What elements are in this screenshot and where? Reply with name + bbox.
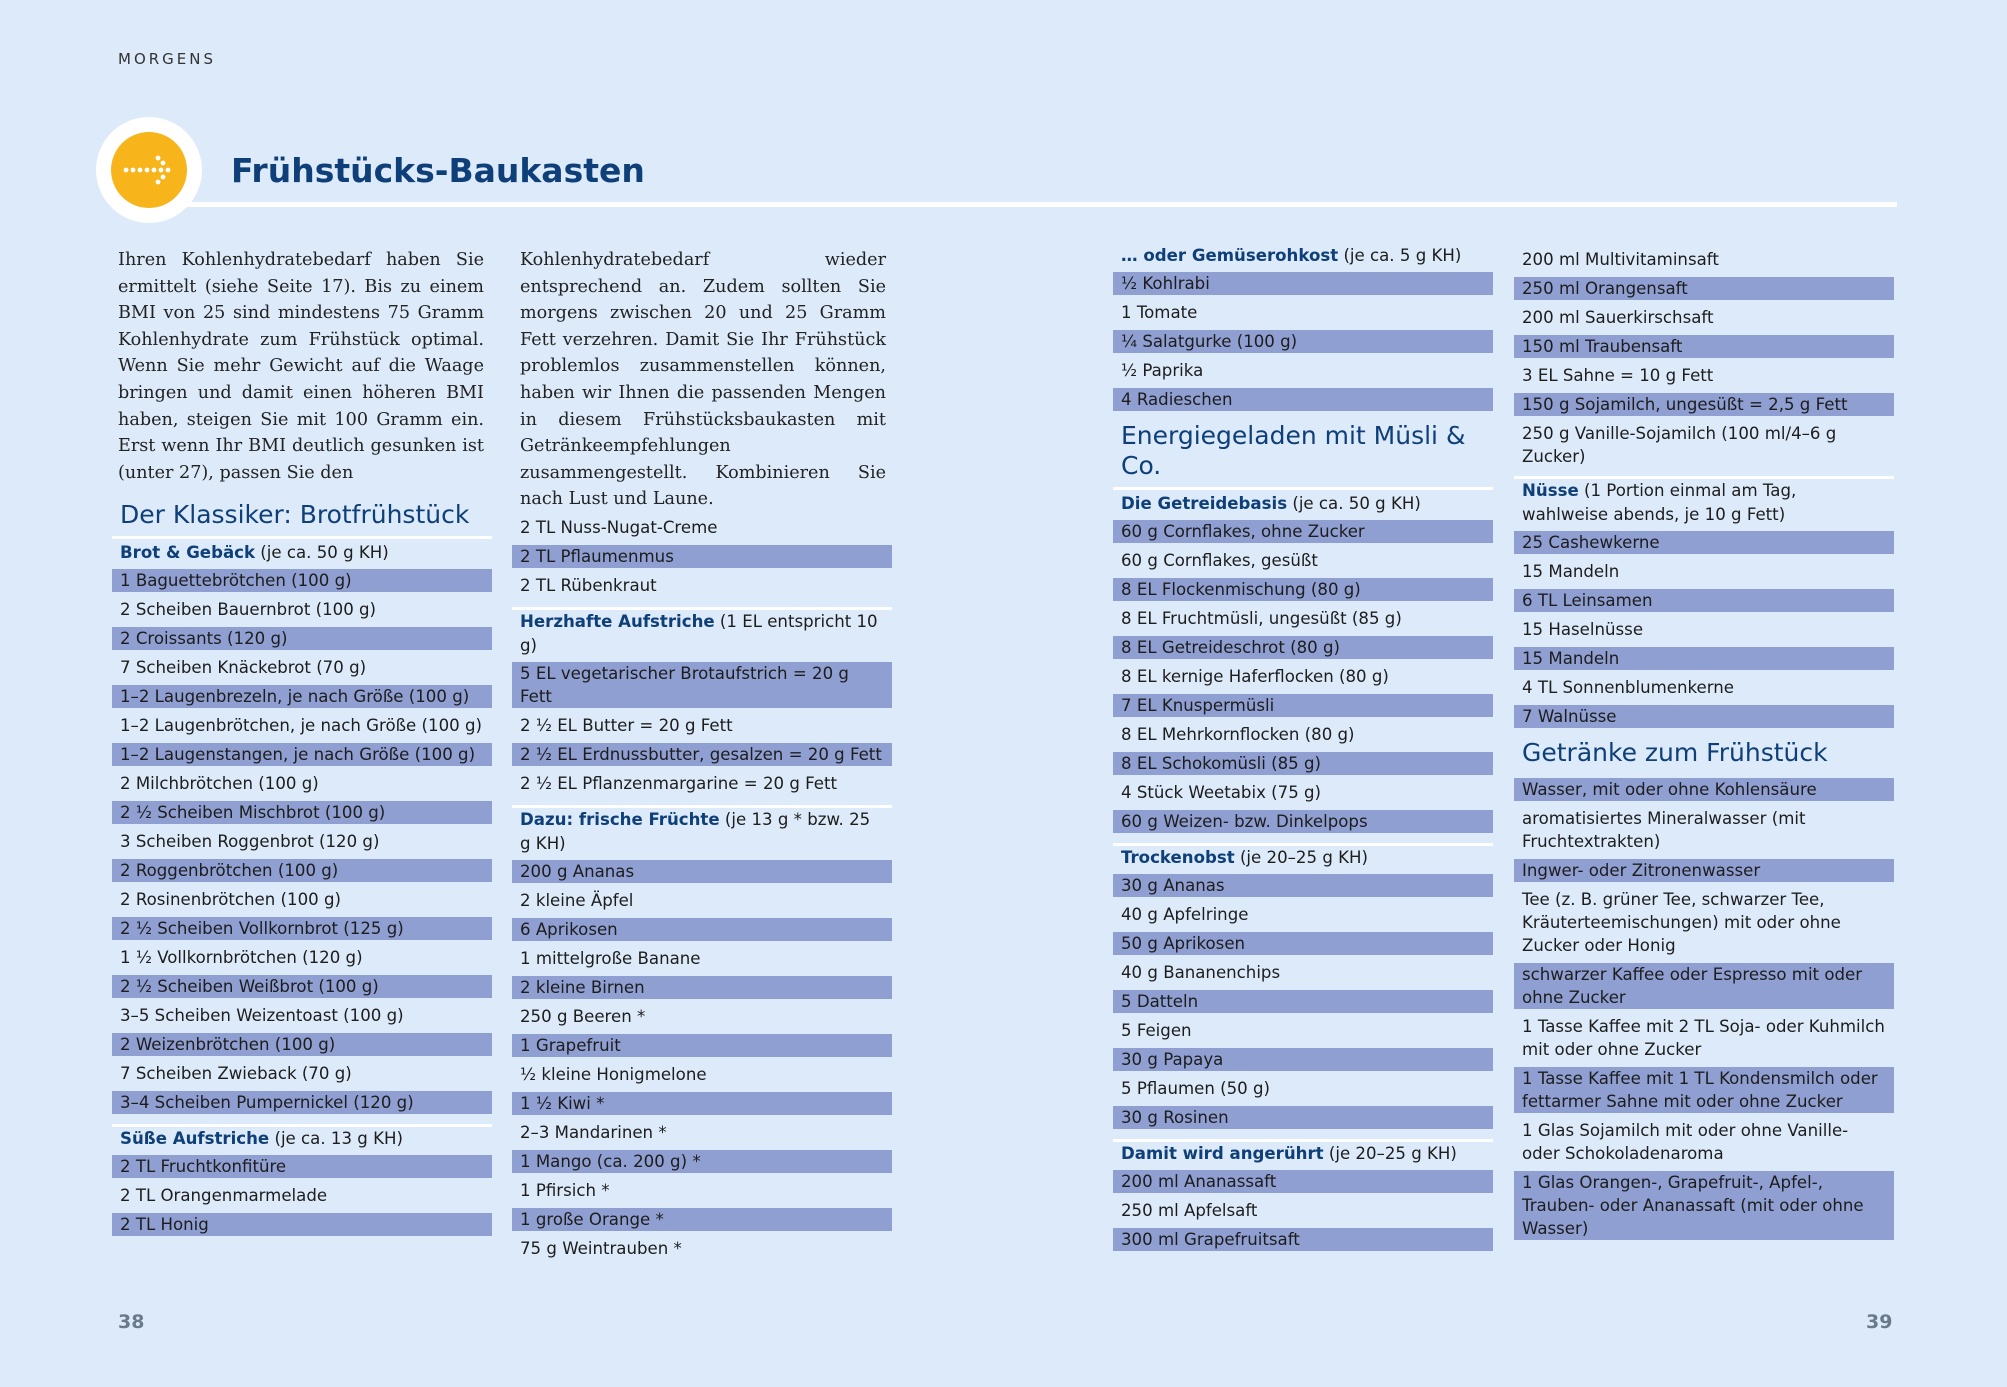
list-item: ½ Paprika: [1121, 361, 1204, 380]
subheading-title: … oder Gemüserohkost: [1121, 246, 1339, 265]
subheading-title: Süße Aufstriche: [120, 1129, 270, 1148]
list-item: 200 ml Sauerkirschsaft: [1522, 308, 1714, 327]
subheading-title: Trockenobst: [1121, 848, 1235, 867]
subheading-note: (1 Portion einmal am Tag, wahlweise abends, je 10 g Fett): [1522, 481, 1797, 524]
item-list: [1514, 244, 1894, 468]
list-item: 15 Haselnüsse: [1522, 620, 1644, 639]
list-item: 5 EL vegetarischer Brotaufstrich = 20 g Fett: [512, 662, 892, 708]
list-item: 1 Glas Sojamilch mit oder ohne Vanille- oder Schokoladenaroma: [1522, 1121, 1849, 1163]
list-item: 2 ½ EL Pflanzenmargarine = 20 g Fett: [520, 774, 838, 793]
subheading-note: (je ca. 50 g KH): [1287, 494, 1421, 513]
list-item: 3–4 Scheiben Pumpernickel (120 g): [112, 1091, 492, 1114]
list-item: 1 Tasse Kaffee mit 2 TL Soja- oder Kuhmilch mit oder ohne Zucker: [1522, 1017, 1885, 1059]
section-heading-bread: Der Klassiker: Brotfrühstück: [112, 496, 492, 539]
list-item: 1 Mango (ca. 200 g) *: [512, 1150, 892, 1173]
item-list: [1113, 870, 1493, 1129]
list-item: 40 g Bananenchips: [1121, 963, 1281, 982]
subheading-savory: [512, 607, 892, 658]
list-item: 8 EL Getreideschrot (80 g): [1113, 636, 1493, 659]
list-item: Wasser, mit oder ohne Kohlensäure: [1514, 778, 1894, 801]
list-item: 200 ml Ananassaft: [1113, 1170, 1493, 1193]
subheading-note: (je 13 g * bzw. 25 g KH): [520, 810, 871, 853]
running-head: MORGENS: [118, 50, 217, 68]
list-item: 60 g Weizen- bzw. Dinkelpops: [1113, 810, 1493, 833]
list-item: 1 ½ Kiwi *: [512, 1092, 892, 1115]
page-number-left: 38: [118, 1311, 145, 1333]
list-item: 2 ½ EL Butter = 20 g Fett: [520, 716, 733, 735]
subheading-title: Damit wird angerührt: [1121, 1144, 1324, 1163]
list-item: schwarzer Kaffee oder Espresso mit oder ohne Zucker: [1514, 963, 1894, 1009]
list-item: 1 Glas Orangen-, Grapefruit-, Apfel-, Trauben- oder Ananassaft (mit oder ohne Wasser): [1514, 1171, 1894, 1240]
list-item: ½ Kohlrabi: [1113, 272, 1493, 295]
list-item: 1 Grapefruit: [512, 1034, 892, 1057]
list-item: 300 ml Grapefruitsaft: [1113, 1228, 1493, 1251]
subheading-sweet: [112, 1124, 492, 1151]
list-item: 1 Tasse Kaffee mit 1 TL Kondensmilch oder fettarmer Sahne mit oder ohne Zucker: [1514, 1067, 1894, 1113]
subheading-mixing: [1113, 1139, 1493, 1166]
list-item: 15 Mandeln: [1514, 647, 1894, 670]
dotted-arrow-right-icon: [111, 132, 187, 208]
list-item: 2 Croissants (120 g): [112, 627, 492, 650]
list-item: 25 Cashewkerne: [1514, 531, 1894, 554]
list-item: 4 TL Sonnenblumenkerne: [1522, 678, 1734, 697]
item-list: [112, 565, 492, 1114]
list-item: 6 Aprikosen: [512, 918, 892, 941]
title-rule: [186, 202, 1897, 207]
list-item: 2 ½ Scheiben Vollkornbrot (125 g): [112, 917, 492, 940]
subheading-title: Die Getreidebasis: [1121, 494, 1288, 513]
list-item: 75 g Weintrauben *: [520, 1239, 682, 1258]
list-item: 2 ½ EL Erdnussbutter, gesalzen = 20 g Fett: [512, 743, 892, 766]
list-item: 8 EL Flockenmischung (80 g): [1113, 578, 1493, 601]
list-item: 6 TL Leinsamen: [1514, 589, 1894, 612]
list-item: 1–2 Laugenbrötchen, je nach Größe (100 g): [120, 716, 482, 735]
list-item: 200 ml Multivitaminsaft: [1522, 250, 1719, 269]
list-item: 2 ½ Scheiben Mischbrot (100 g): [112, 801, 492, 824]
list-item: ¼ Salatgurke (100 g): [1113, 330, 1493, 353]
list-item: 1 mittelgroße Banane: [520, 949, 701, 968]
intro-paragraph-2: Kohlenhydratebedarf wieder entsprechend an. Zudem sollten Sie morgens zwischen 20 und 25 Gramm Fett verzehren. Damit Sie Ihr Frühstück problemlos zusammenstellen können, haben wir Ihnen die passenden Mengen in diesem Frühstücksbaukasten mit Getränkeempfehlungen zusammengestellt. Kombinieren Sie nach Lust und Laune.: [520, 250, 886, 510]
item-list: [512, 658, 892, 795]
subheading-note: (je 20–25 g KH): [1234, 848, 1368, 867]
subheading-note: (je ca. 5 g KH): [1338, 246, 1462, 265]
item-list: [512, 512, 892, 597]
list-item: 3–5 Scheiben Weizentoast (100 g): [120, 1006, 404, 1025]
list-item: 1 Pfirsich *: [520, 1181, 610, 1200]
list-item: 1 Baguettebrötchen (100 g): [112, 569, 492, 592]
list-item: 15 Mandeln: [1522, 562, 1620, 581]
list-item: 2 TL Fruchtkonfitüre: [112, 1155, 492, 1178]
list-item: 1 große Orange *: [512, 1208, 892, 1231]
subheading-dried-fruit: [1113, 843, 1493, 870]
list-item: 250 ml Orangensaft: [1514, 277, 1894, 300]
column-spreads-fruit: [512, 512, 892, 1266]
list-item: 250 g Beeren *: [520, 1007, 646, 1026]
list-item: 2 Rosinenbrötchen (100 g): [120, 890, 341, 909]
list-item: Tee (z. B. grüner Tee, schwarzer Tee, Kräuterteemischungen) mit oder ohne Zucker oder Honig: [1522, 890, 1841, 955]
section-heading-drinks: Getränke zum Frühstück: [1522, 738, 1828, 767]
subheading-title: Nüsse: [1522, 481, 1579, 500]
list-item: ½ kleine Honigmelone: [520, 1065, 707, 1084]
list-item: 2 Milchbrötchen (100 g): [120, 774, 319, 793]
list-item: 5 Pflaumen (50 g): [1121, 1079, 1271, 1098]
list-item: aromatisiertes Mineralwasser (mit Fruchtextrakten): [1522, 809, 1806, 851]
item-list: [1113, 268, 1493, 411]
column-muesli: [1113, 244, 1493, 1257]
subheading-title: Herzhafte Aufstriche: [520, 612, 715, 631]
list-item: 150 g Sojamilch, ungesüßt = 2,5 g Fett: [1514, 393, 1894, 416]
list-item: 8 EL Schokomüsli (85 g): [1113, 752, 1493, 775]
item-list: [1514, 527, 1894, 728]
page-number-right: 39: [1866, 1311, 1893, 1333]
list-item: 30 g Papaya: [1113, 1048, 1493, 1071]
subheading-nuts: [1514, 476, 1894, 527]
list-item: 2 TL Nuss-Nugat-Creme: [520, 518, 718, 537]
list-item: 1–2 Laugenstangen, je nach Größe (100 g): [112, 743, 492, 766]
item-list: [512, 856, 892, 1260]
column-drinks: [1514, 244, 1894, 1246]
subheading-fruit: [512, 805, 892, 856]
list-item: 2 Scheiben Bauernbrot (100 g): [120, 600, 377, 619]
item-list: [112, 1151, 492, 1236]
list-item: 60 g Cornflakes, gesüßt: [1121, 551, 1318, 570]
list-item: 2 Roggenbrötchen (100 g): [112, 859, 492, 882]
list-item: 2 TL Pflaumenmus: [512, 545, 892, 568]
subheading-note: (1 EL entspricht 10 g): [520, 612, 878, 655]
list-item: 8 EL Mehrkornflocken (80 g): [1121, 725, 1355, 744]
list-item: 30 g Ananas: [1113, 874, 1493, 897]
list-item: 250 g Vanille-Sojamilch (100 ml/4–6 g Zucker): [1522, 424, 1837, 466]
subheading-note: (je ca. 50 g KH): [255, 543, 389, 562]
list-item: 5 Datteln: [1113, 990, 1493, 1013]
list-item: 8 EL Fruchtmüsli, ungesüßt (85 g): [1121, 609, 1402, 628]
list-item: 3 EL Sahne = 10 g Fett: [1522, 366, 1714, 385]
list-item: 2 kleine Birnen: [512, 976, 892, 999]
item-list: [1514, 774, 1894, 1240]
list-item: 7 EL Knuspermüsli: [1113, 694, 1493, 717]
list-item: 7 Scheiben Knäckebrot (70 g): [120, 658, 367, 677]
list-item: 1 ½ Vollkornbrötchen (120 g): [120, 948, 363, 967]
list-item: 5 Feigen: [1121, 1021, 1192, 1040]
item-list: [1113, 1166, 1493, 1251]
list-item: 4 Radieschen: [1113, 388, 1493, 411]
list-item: 2 Weizenbrötchen (100 g): [112, 1033, 492, 1056]
list-item: 30 g Rosinen: [1113, 1106, 1493, 1129]
list-item: 2 kleine Äpfel: [520, 891, 634, 910]
list-item: 7 Walnüsse: [1514, 705, 1894, 728]
subheading-title: Dazu: frische Früchte: [520, 810, 720, 829]
list-item: 2 TL Orangenmarmelade: [120, 1186, 328, 1205]
page-title: Frühstücks-Baukasten: [231, 151, 645, 190]
list-item: 2 TL Honig: [112, 1213, 492, 1236]
subheading-note: (je 20–25 g KH): [1323, 1144, 1457, 1163]
list-item: 250 ml Apfelsaft: [1121, 1201, 1258, 1220]
list-item: 3 Scheiben Roggenbrot (120 g): [120, 832, 380, 851]
subheading-bread: [112, 541, 492, 565]
list-item: Ingwer- oder Zitronenwasser: [1514, 859, 1894, 882]
subheading-vegetables: [1113, 244, 1493, 268]
list-item: 2 ½ Scheiben Weißbrot (100 g): [112, 975, 492, 998]
list-item: 2 TL Rübenkraut: [520, 576, 657, 595]
intro-paragraph-1: Ihren Kohlenhydratebedarf haben Sie ermittelt (siehe Seite 17). Bis zu einem BMI von 25 sind mindestens 75 Gramm Kohlenhydrate zum Frühstück optimal. Wenn Sie mehr Gewicht auf die Waage bringen und damit einen höheren BMI haben, steigen Sie mit 100 Gramm ein. Erst wenn Ihr BMI deutlich gesunken ist (unter 27), passen Sie den: [118, 250, 484, 483]
column-bread: [112, 496, 492, 1242]
subheading-grain: [1113, 492, 1493, 516]
list-item: 1 Tomate: [1121, 303, 1198, 322]
list-item: 2–3 Mandarinen *: [520, 1123, 667, 1142]
list-item: 200 g Ananas: [512, 860, 892, 883]
subheading-title: Brot & Gebäck: [120, 543, 256, 562]
list-item: 4 Stück Weetabix (75 g): [1121, 783, 1322, 802]
list-item: 60 g Cornflakes, ohne Zucker: [1113, 520, 1493, 543]
subheading-note: (je ca. 13 g KH): [269, 1129, 403, 1148]
list-item: 50 g Aprikosen: [1113, 932, 1493, 955]
list-item: 7 Scheiben Zwieback (70 g): [120, 1064, 352, 1083]
section-heading-muesli: Energiegeladen mit Müsli & Co.: [1113, 417, 1493, 490]
list-item: 8 EL kernige Haferflocken (80 g): [1121, 667, 1389, 686]
list-item: 1–2 Laugenbrezeln, je nach Größe (100 g): [112, 685, 492, 708]
list-item: 150 ml Traubensaft: [1514, 335, 1894, 358]
list-item: 40 g Apfelringe: [1121, 905, 1249, 924]
item-list: [1113, 516, 1493, 833]
